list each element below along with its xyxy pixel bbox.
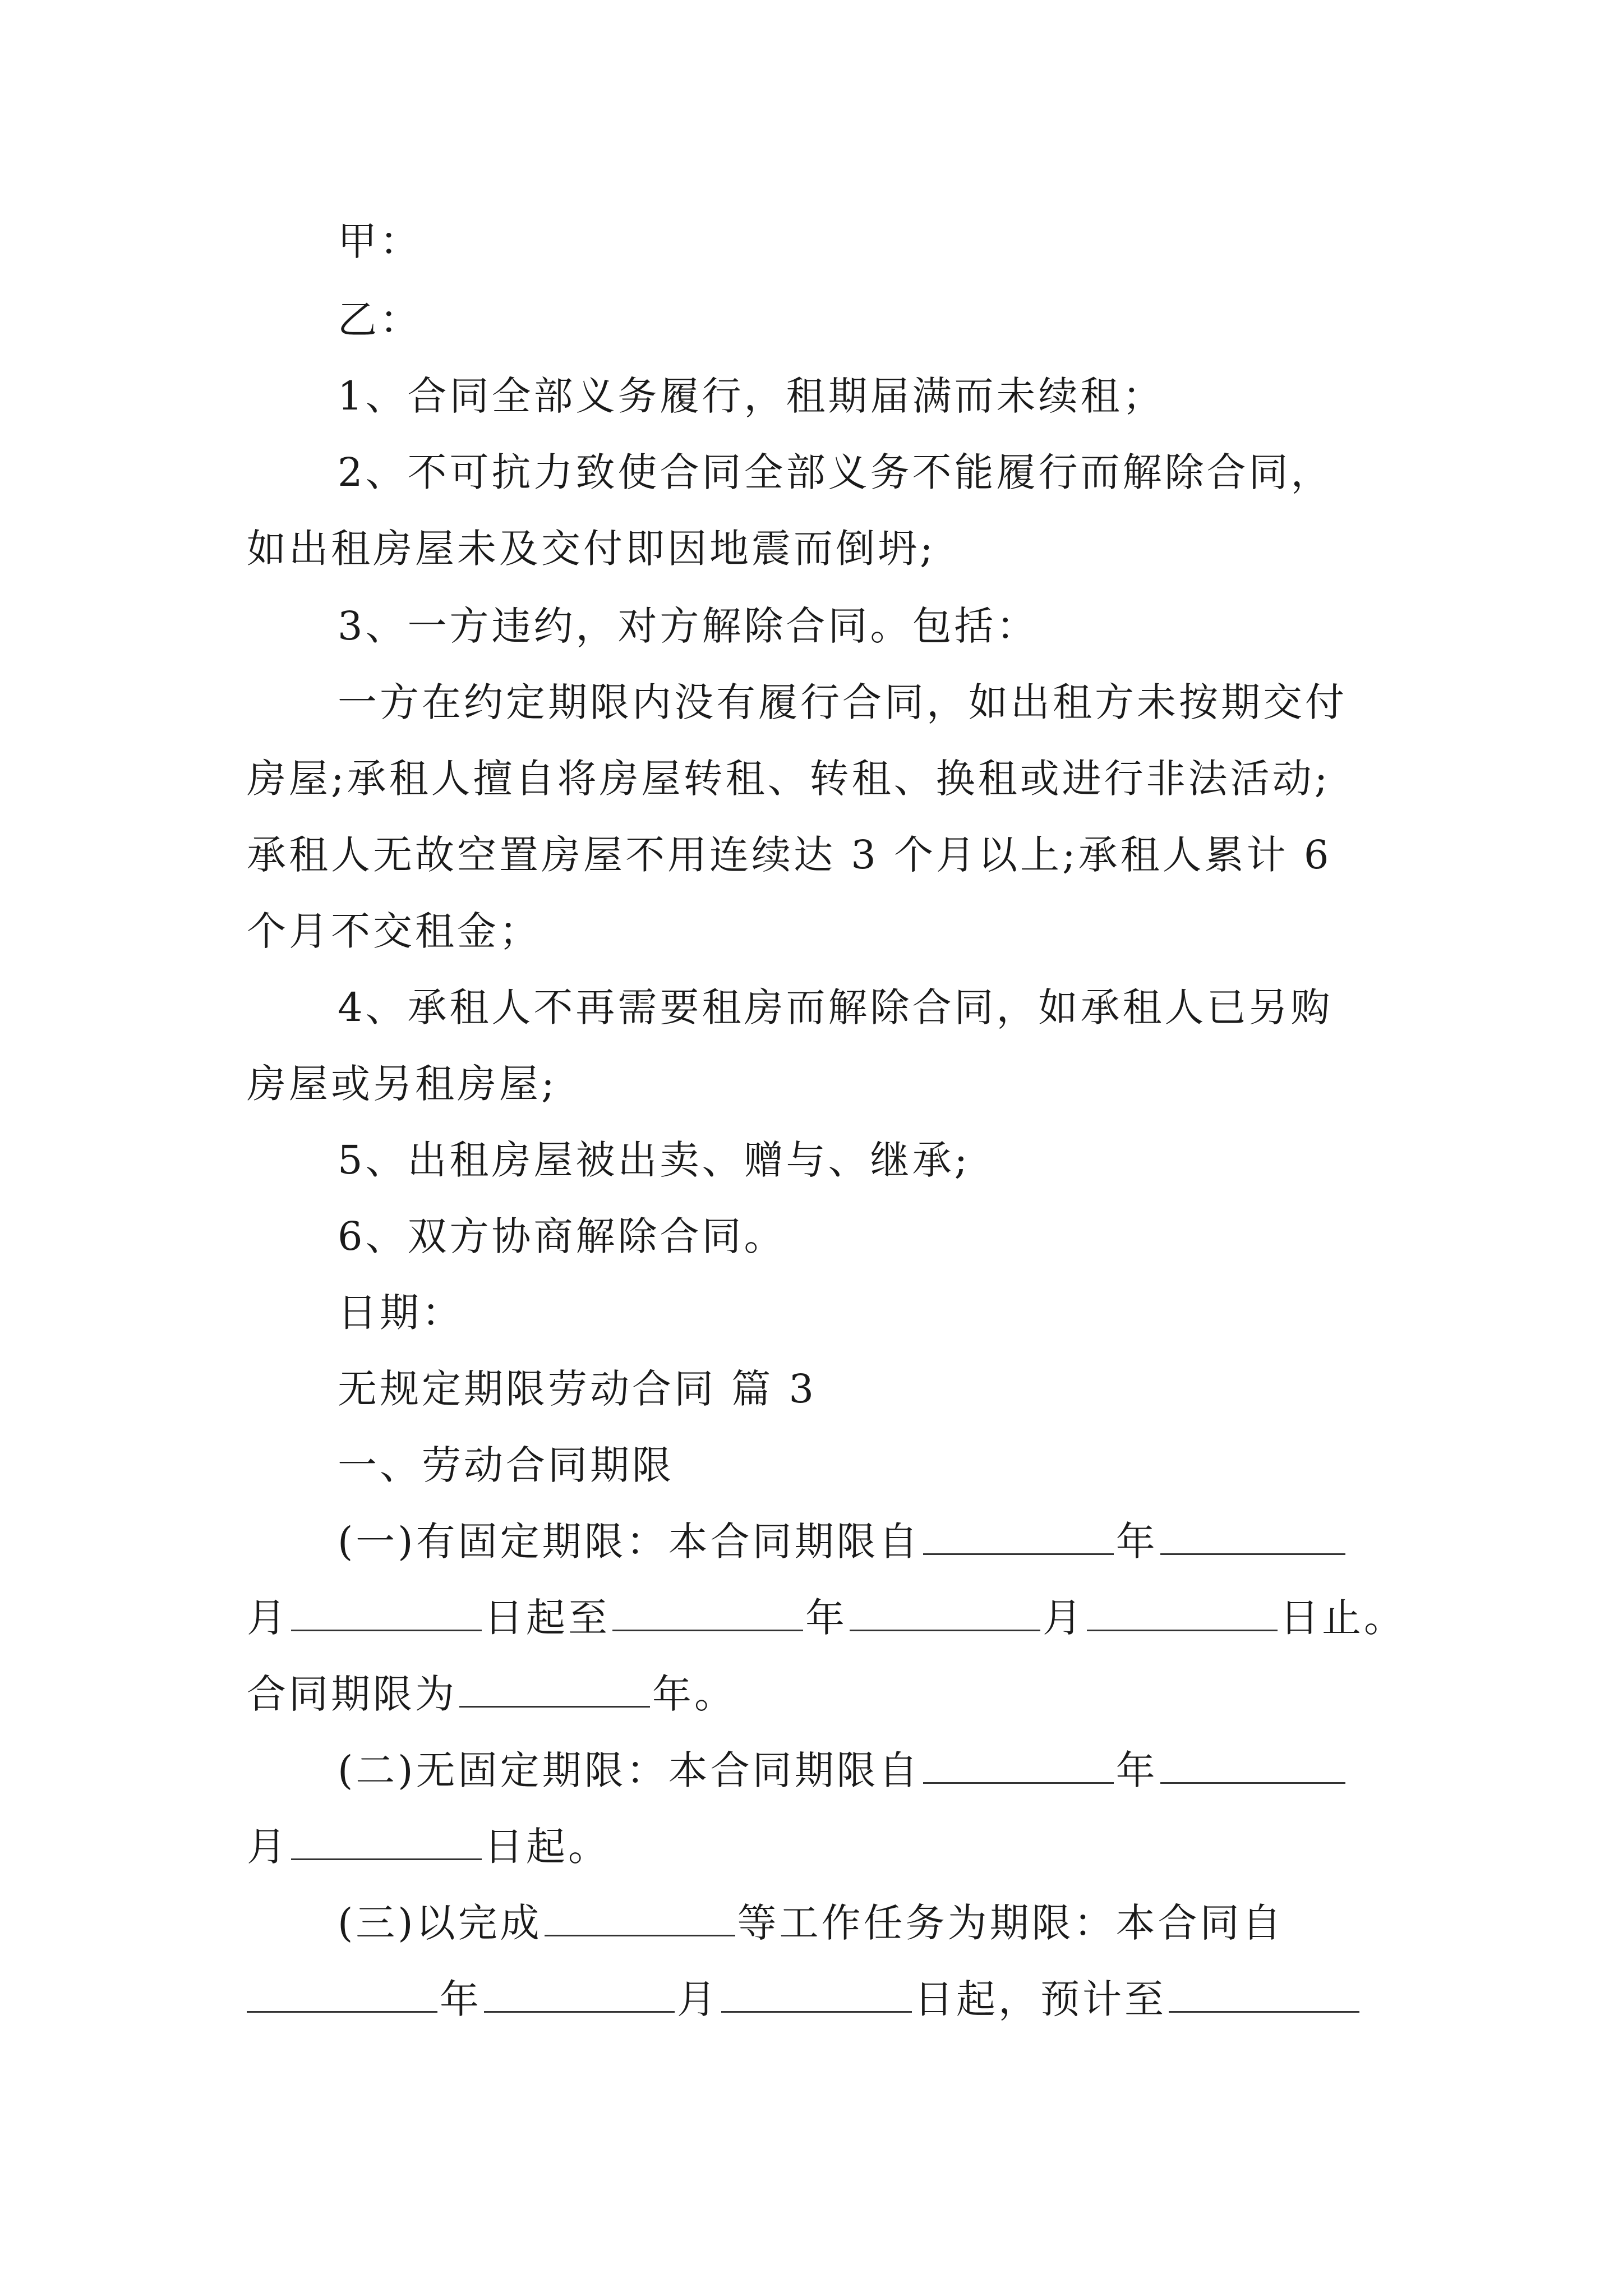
duration-prefix: 合同期限为	[247, 1671, 457, 1717]
start-day-blank[interactable]	[291, 1590, 482, 1631]
task-year-label: 年	[440, 1976, 482, 2022]
clause-3: 3、一方违约，对方解除合同。包括：	[338, 603, 1039, 649]
open-term-line-2	[247, 1819, 1391, 1875]
clause-4-line-1: 4、承租人不再需要租房而解除合同，如承租人已另购	[338, 984, 1333, 1030]
duration-unit: 年。	[652, 1671, 736, 1717]
end-year-blank[interactable]	[612, 1590, 803, 1631]
clause-6: 6、双方协商解除合同。	[338, 1213, 786, 1259]
duration-blank[interactable]	[459, 1667, 650, 1708]
party-a-line: 甲：	[338, 218, 422, 264]
task-end-blank[interactable]	[1169, 1972, 1359, 2013]
open-start-day-blank[interactable]	[291, 1819, 482, 1860]
end-year-label: 年	[805, 1595, 847, 1641]
open-end-label: 日起。	[484, 1824, 610, 1870]
open-term-line-1	[338, 1742, 1391, 1798]
date-line: 日期：	[338, 1290, 464, 1336]
task-month-label: 月	[677, 1976, 719, 2022]
fixed-term-line-1	[338, 1513, 1391, 1570]
year-label: 年	[1115, 1519, 1158, 1565]
task-blank[interactable]	[545, 1895, 735, 1936]
clause-1: 1、合同全部义务履行，租期届满而未续租；	[338, 373, 1165, 419]
end-label: 日止。	[1280, 1595, 1406, 1641]
task-prefix: (三)以完成	[338, 1900, 542, 1946]
fixed-term-line-2	[247, 1590, 1406, 1646]
open-year-label: 年	[1115, 1747, 1158, 1793]
start-month-blank[interactable]	[1160, 1514, 1345, 1555]
clause-3-detail-line-2: 房屋;承租人擅自将房屋转租、转租、换租或进行非法活动;	[247, 756, 1331, 802]
clause-3-detail-line-3: 承租人无故空置房屋不用连续达 3 个月以上;承租人累计 6	[247, 832, 1332, 878]
clause-5: 5、出租房屋被出卖、赠与、继承;	[338, 1137, 971, 1183]
end-month-label: 月	[1043, 1595, 1085, 1641]
clause-4-line-2: 房屋或另租房屋;	[247, 1061, 557, 1107]
start-year-blank[interactable]	[923, 1514, 1114, 1555]
fixed-term-prefix: (一)有固定期限：本合同期限自	[338, 1519, 921, 1565]
open-month-label: 月	[247, 1824, 289, 1870]
task-start-day-blank[interactable]	[721, 1972, 912, 2013]
open-start-year-blank[interactable]	[923, 1743, 1114, 1784]
task-start-year-blank[interactable]	[247, 1972, 437, 2013]
task-middle: 等工作任务为期限：本合同自	[737, 1900, 1284, 1946]
end-month-blank[interactable]	[850, 1590, 1040, 1631]
task-term-line-2	[247, 1971, 1391, 2027]
end-day-blank[interactable]	[1087, 1590, 1278, 1631]
party-b-line: 乙：	[338, 297, 422, 343]
section-heading: 无规定期限劳动合同 篇 3	[338, 1366, 817, 1412]
open-start-month-blank[interactable]	[1160, 1743, 1345, 1784]
fixed-term-line-3	[247, 1666, 1391, 1722]
clause-3-detail-line-4: 个月不交租金；	[247, 908, 541, 954]
task-start-month-blank[interactable]	[484, 1972, 675, 2013]
clause-3-detail-line-1: 一方在约定期限内没有履行合同，如出租方未按期交付	[338, 679, 1347, 725]
clause-2-line-2: 如出租房屋未及交付即因地震而倒坍;	[247, 526, 936, 572]
month-label: 月	[247, 1595, 289, 1641]
task-day-from: 日起，预计至	[914, 1976, 1166, 2022]
term-heading: 一、劳动合同期限	[338, 1442, 674, 1488]
clause-2-line-1: 2、不可抗力致使合同全部义务不能履行而解除合同，	[338, 449, 1333, 495]
open-term-prefix: (二)无固定期限：本合同期限自	[338, 1747, 921, 1793]
task-term-line-1	[338, 1895, 1391, 1951]
from-day-label: 日起至	[484, 1595, 610, 1641]
